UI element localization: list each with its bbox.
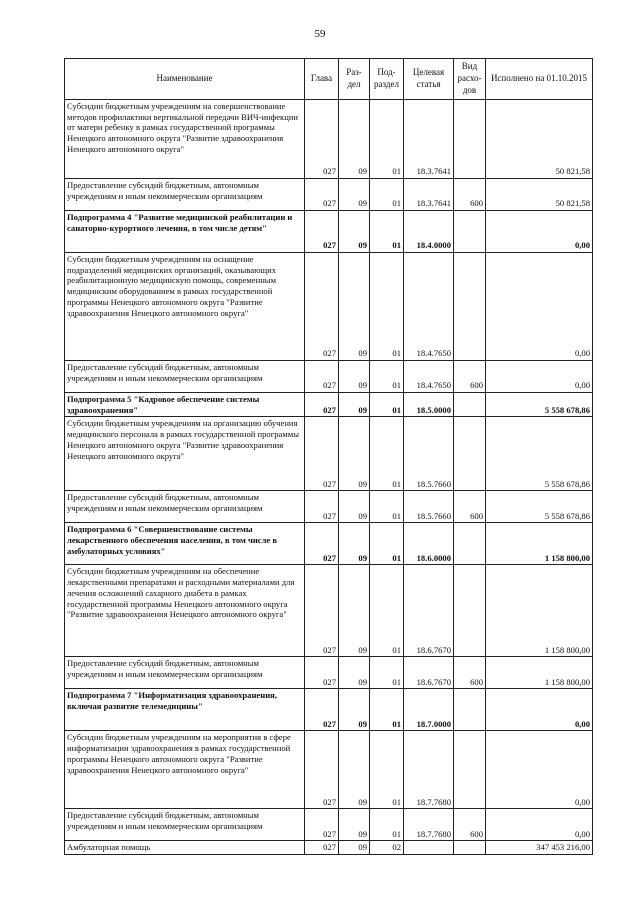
cell-podrazdel: 01 — [370, 253, 404, 361]
cell-podrazdel: 01 — [370, 565, 404, 657]
cell-name: Субсидии бюджетным учреждениям на мероприятия в сфере информатизации здравоохранения в рамках государственной программы Ненецкого автономного округа "Развитие здравоохранения Ненецкого автономного округа" — [65, 731, 305, 809]
cell-amount: 0,00 — [486, 361, 593, 393]
cell-amount: 0,00 — [486, 211, 593, 253]
cell-razdel: 09 — [339, 841, 370, 855]
cell-vid — [454, 393, 486, 417]
cell-name: Предоставление субсидий бюджетным, автономным учреждениям и иным некоммерческим организациям — [65, 179, 305, 211]
cell-statya — [404, 841, 454, 855]
cell-vid — [454, 565, 486, 657]
header-name: Наименование — [65, 59, 305, 100]
table-row — [65, 523, 593, 565]
cell-razdel: 09 — [339, 689, 370, 731]
table-row — [65, 100, 593, 179]
cell-name: Субсидии бюджетным учреждениям на оснащение подразделений медицинских организаций, оказывающих реабилитационную медицинскую помощь, современным медицинским оборудованием в рамках государственной программы Ненецкого автономного округа "Развитие здравоохранения Ненецкого автономного округа" — [65, 253, 305, 361]
cell-razdel: 09 — [339, 523, 370, 565]
cell-glava: 027 — [305, 841, 339, 855]
cell-podrazdel: 01 — [370, 100, 404, 179]
cell-amount: 1 158 800,00 — [486, 657, 593, 689]
cell-name: Подпрограмма 4 "Развитие медицинской реабилитации и санаторно-курортного лечения, в том числе детям" — [65, 211, 305, 253]
cell-name: Подпрограмма 5 "Кадровое обеспечение системы здравоохранения" — [65, 393, 305, 417]
cell-podrazdel: 01 — [370, 211, 404, 253]
header-vid: Вид расхо-дов — [454, 59, 486, 100]
cell-glava: 027 — [305, 253, 339, 361]
cell-amount: 5 558 678,86 — [486, 417, 593, 491]
cell-vid — [454, 523, 486, 565]
cell-vid — [454, 211, 486, 253]
cell-statya: 18.4.0000 — [404, 211, 454, 253]
cell-amount: 1 158 800,00 — [486, 565, 593, 657]
cell-name: Предоставление субсидий бюджетным, автономным учреждениям и иным некоммерческим организациям — [65, 809, 305, 841]
cell-name: Предоставление субсидий бюджетным, автономным учреждениям и иным некоммерческим организациям — [65, 361, 305, 393]
cell-statya: 18.6.7670 — [404, 657, 454, 689]
cell-name: Подпрограмма 7 "Информатизация здравоохранения, включая развитие телемедицины" — [65, 689, 305, 731]
cell-razdel: 09 — [339, 491, 370, 523]
cell-podrazdel: 01 — [370, 657, 404, 689]
table-row — [65, 179, 593, 211]
cell-razdel: 09 — [339, 211, 370, 253]
cell-statya: 18.5.7660 — [404, 417, 454, 491]
cell-razdel: 09 — [339, 731, 370, 809]
cell-podrazdel: 01 — [370, 417, 404, 491]
cell-vid — [454, 731, 486, 809]
cell-statya: 18.5.0000 — [404, 393, 454, 417]
table-row — [65, 253, 593, 361]
cell-podrazdel: 01 — [370, 179, 404, 211]
cell-amount: 50 821,58 — [486, 179, 593, 211]
table-row — [65, 491, 593, 523]
cell-statya: 18.5.7660 — [404, 491, 454, 523]
cell-name: Подпрограмма 6 "Совершенствование системы лекарственного обеспечения населения, в том числе в амбулаторных условиях" — [65, 523, 305, 565]
cell-razdel: 09 — [339, 417, 370, 491]
cell-amount: 347 453 216,00 — [486, 841, 593, 855]
cell-amount: 50 821,58 — [486, 100, 593, 179]
cell-podrazdel: 02 — [370, 841, 404, 855]
table-row — [65, 809, 593, 841]
cell-vid — [454, 689, 486, 731]
cell-glava: 027 — [305, 211, 339, 253]
cell-vid: 600 — [454, 657, 486, 689]
cell-name: Субсидии бюджетным учреждениям на обеспечение лекарственными препаратами и расходными материалами для лечения осложнений сахарного диабета в рамках государственной программы Ненецкого автономного округа "Развитие здравоохранения Ненецкого автономного округа" — [65, 565, 305, 657]
page-number: 59 — [314, 28, 326, 40]
cell-glava: 027 — [305, 100, 339, 179]
cell-razdel: 09 — [339, 393, 370, 417]
cell-name: Субсидии бюджетным учреждениям на организацию обучения медицинского персонала в рамках государственной программы Ненецкого автономного округа "Развитие здравоохранения Ненецкого автономного округа" — [65, 417, 305, 491]
cell-podrazdel: 01 — [370, 361, 404, 393]
cell-statya: 18.3.7641 — [404, 100, 454, 179]
cell-amount: 0,00 — [486, 253, 593, 361]
cell-podrazdel: 01 — [370, 809, 404, 841]
cell-razdel: 09 — [339, 361, 370, 393]
cell-statya: 18.7.7680 — [404, 809, 454, 841]
cell-vid — [454, 100, 486, 179]
cell-statya: 18.6.7670 — [404, 565, 454, 657]
cell-glava: 027 — [305, 417, 339, 491]
cell-glava: 027 — [305, 809, 339, 841]
cell-podrazdel: 01 — [370, 491, 404, 523]
cell-statya: 18.6.0000 — [404, 523, 454, 565]
cell-glava: 027 — [305, 523, 339, 565]
cell-amount: 0,00 — [486, 809, 593, 841]
table-row — [65, 565, 593, 657]
cell-glava: 027 — [305, 689, 339, 731]
cell-statya: 18.7.0000 — [404, 689, 454, 731]
cell-amount: 1 158 800,00 — [486, 523, 593, 565]
cell-glava: 027 — [305, 731, 339, 809]
cell-podrazdel: 01 — [370, 689, 404, 731]
cell-amount: 0,00 — [486, 689, 593, 731]
table-row — [65, 361, 593, 393]
cell-vid: 600 — [454, 361, 486, 393]
cell-razdel: 09 — [339, 657, 370, 689]
cell-glava: 027 — [305, 179, 339, 211]
cell-statya: 18.4.7650 — [404, 253, 454, 361]
header-razdel: Раз-дел — [339, 59, 370, 100]
cell-razdel: 09 — [339, 253, 370, 361]
table-row — [65, 657, 593, 689]
cell-vid — [454, 841, 486, 855]
cell-podrazdel: 01 — [370, 523, 404, 565]
cell-glava: 027 — [305, 657, 339, 689]
cell-statya: 18.7.7680 — [404, 731, 454, 809]
table-row — [65, 689, 593, 731]
cell-name: Предоставление субсидий бюджетным, автономным учреждениям и иным некоммерческим организациям — [65, 657, 305, 689]
header-amount: Исполнено на 01.10.2015 — [486, 59, 593, 100]
table-row — [65, 211, 593, 253]
cell-vid — [454, 253, 486, 361]
header-glava: Глава — [305, 59, 339, 100]
cell-amount: 0,00 — [486, 731, 593, 809]
cell-vid — [454, 417, 486, 491]
budget-table — [64, 58, 593, 855]
cell-razdel: 09 — [339, 179, 370, 211]
table-row — [65, 393, 593, 417]
cell-razdel: 09 — [339, 100, 370, 179]
table-row — [65, 417, 593, 491]
cell-name: Амбулаторная помощь — [65, 841, 305, 855]
cell-glava: 027 — [305, 361, 339, 393]
cell-glava: 027 — [305, 565, 339, 657]
cell-amount: 5 558 678,86 — [486, 491, 593, 523]
cell-statya: 18.3.7641 — [404, 179, 454, 211]
header-podrazdel: Под-раздел — [370, 59, 404, 100]
cell-razdel: 09 — [339, 809, 370, 841]
cell-amount: 5 558 678,86 — [486, 393, 593, 417]
table-row — [65, 841, 593, 855]
cell-podrazdel: 01 — [370, 731, 404, 809]
cell-statya: 18.4.7650 — [404, 361, 454, 393]
cell-name: Предоставление субсидий бюджетным, автономным учреждениям и иным некоммерческим организациям — [65, 491, 305, 523]
cell-glava: 027 — [305, 393, 339, 417]
cell-podrazdel: 01 — [370, 393, 404, 417]
cell-glava: 027 — [305, 491, 339, 523]
cell-vid: 600 — [454, 179, 486, 211]
cell-vid: 600 — [454, 809, 486, 841]
cell-vid: 600 — [454, 491, 486, 523]
table-header-row — [65, 59, 593, 100]
cell-razdel: 09 — [339, 565, 370, 657]
header-statya: Целевая статья — [404, 59, 454, 100]
cell-name: Субсидии бюджетным учреждениям на совершенствование методов профилактики вертикальной передачи ВИЧ-инфекции от матери ребенку в рамках государственной программы Ненецкого автономного округа "Развитие здравоохранения Ненецкого автономного округа" — [65, 100, 305, 179]
table-row — [65, 731, 593, 809]
